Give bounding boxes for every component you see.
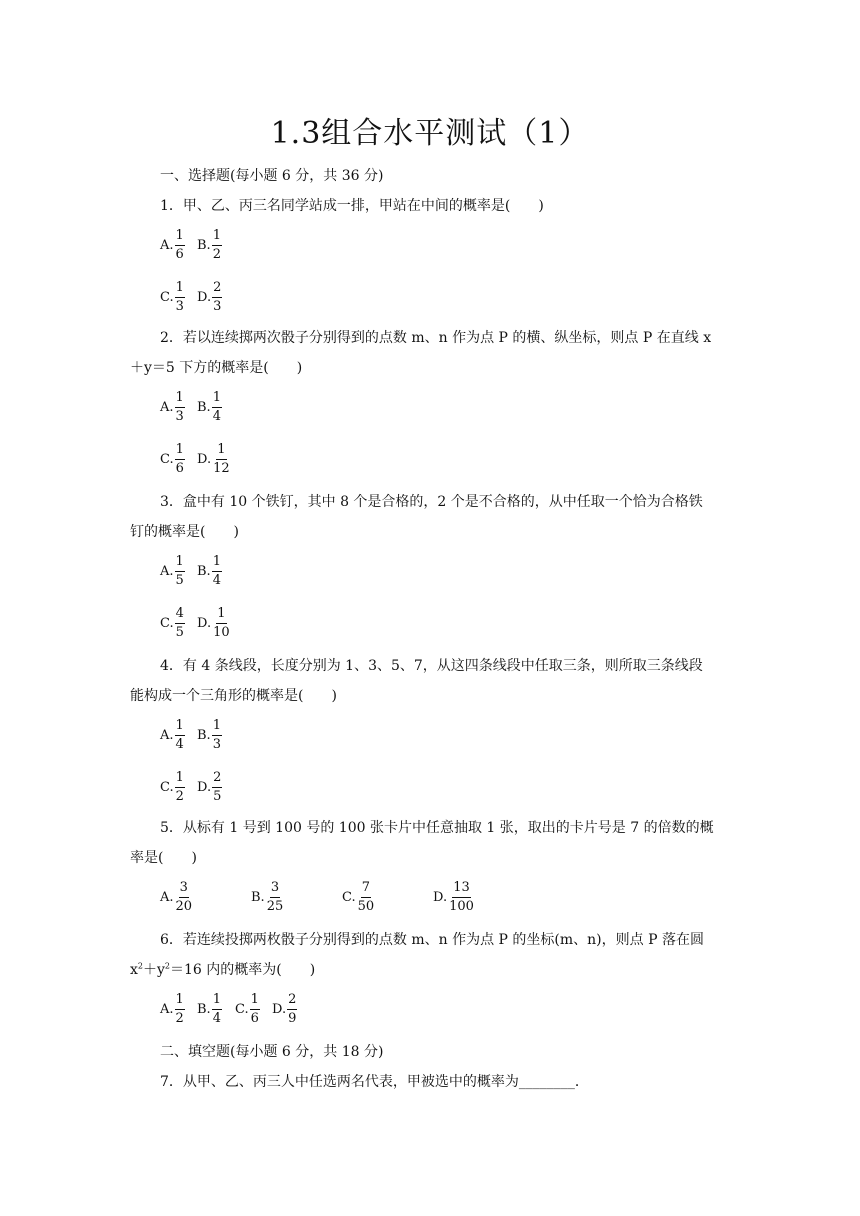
page-title: 1.3组合水平测试（1） bbox=[270, 116, 590, 151]
option-b: B. $\frac{1}{3}$ bbox=[197, 718, 221, 752]
option-d: D. $\frac{2}{9}$ bbox=[272, 992, 297, 1026]
option-c: C. $\frac{1}{6}$ bbox=[160, 442, 184, 476]
fraction: $\frac{1}{4}$ bbox=[175, 718, 184, 752]
fraction: $\frac{1}{3}$ bbox=[175, 280, 184, 314]
question-1-text: 1．甲、乙、丙三名同学站成一排，甲站在中间的概率是( ) bbox=[160, 198, 544, 214]
question-4-text-line1: 4．有 4 条线段，长度分别为 1、3、5、7，从这四条线段中任取三条，则所取三条线段 bbox=[160, 658, 703, 674]
option-a: A. $\frac{3}{20}$ bbox=[160, 880, 193, 914]
fraction: $\frac{4}{5}$ bbox=[175, 606, 184, 640]
fraction: $\frac{1}{4}$ bbox=[212, 992, 221, 1026]
question-7-text: 7．从甲、乙、丙三人中任选两名代表，甲被选中的概率为________． bbox=[160, 1074, 589, 1090]
option-c: C. $\frac{4}{5}$ bbox=[160, 606, 184, 640]
fraction: $\frac{1}{6}$ bbox=[175, 228, 184, 262]
option-b: B. $\frac{1}{4}$ bbox=[197, 554, 221, 588]
option-a: A. $\frac{1}{5}$ bbox=[160, 554, 184, 588]
question-3-text-line2: 钉的概率是( ) bbox=[130, 524, 239, 540]
option-b: B. $\frac{1}{2}$ bbox=[197, 228, 221, 262]
option-d: D. $\frac{1}{12}$ bbox=[197, 442, 230, 476]
fraction: $\frac{1}{3}$ bbox=[175, 390, 184, 424]
fraction: $\frac{1}{3}$ bbox=[212, 718, 221, 752]
fraction: $\frac{3}{20}$ bbox=[175, 880, 193, 914]
fraction: $\frac{1}{6}$ bbox=[175, 442, 184, 476]
question-2-text-line1: 2．若以连续掷两次骰子分别得到的点数 m、n 作为点 P 的横、纵坐标，则点 P 在直线 x bbox=[160, 330, 712, 346]
question-4-text-line2: 能构成一个三角形的概率是( ) bbox=[130, 688, 337, 704]
option-d: D. $\frac{1}{10}$ bbox=[197, 606, 230, 640]
fraction: $\frac{13}{100}$ bbox=[449, 880, 474, 914]
option-a: A. $\frac{1}{6}$ bbox=[160, 228, 184, 262]
fraction: $\frac{1}{12}$ bbox=[213, 442, 230, 476]
fraction: $\frac{1}{2}$ bbox=[175, 992, 184, 1026]
fraction: $\frac{1}{4}$ bbox=[212, 554, 221, 588]
fraction: $\frac{1}{2}$ bbox=[175, 770, 184, 804]
question-3-text-line1: 3．盒中有 10 个铁钉，其中 8 个是合格的，2 个是不合格的，从中任取一个恰为合格铁 bbox=[160, 494, 703, 510]
fraction: $\frac{7}{50}$ bbox=[357, 880, 375, 914]
section-heading-choice: 一、选择题(每小题 6 分，共 36 分) bbox=[160, 168, 384, 184]
option-c: C. $\frac{1}{6}$ bbox=[235, 992, 259, 1026]
option-a: A. $\frac{1}{4}$ bbox=[160, 718, 184, 752]
fraction: $\frac{1}{4}$ bbox=[212, 390, 221, 424]
fraction: $\frac{2}{9}$ bbox=[288, 992, 297, 1026]
section-heading-fill: 二、填空题(每小题 6 分，共 18 分) bbox=[160, 1044, 384, 1060]
fraction: $\frac{2}{3}$ bbox=[213, 280, 222, 314]
fraction: $\frac{1}{2}$ bbox=[212, 228, 221, 262]
option-a: A. $\frac{1}{2}$ bbox=[160, 992, 184, 1026]
option-d: D. $\frac{2}{5}$ bbox=[197, 770, 222, 804]
option-c: C. $\frac{7}{50}$ bbox=[342, 880, 375, 914]
option-d: D. $\frac{2}{3}$ bbox=[197, 280, 222, 314]
question-2-text-line2: ＋y＝5 下方的概率是( ) bbox=[130, 360, 303, 376]
question-5-text-line2: 率是( ) bbox=[130, 850, 197, 866]
option-d: D. $\frac{13}{100}$ bbox=[433, 880, 474, 914]
question-6-text-line1: 6．若连续投掷两枚骰子分别得到的点数 m、n 作为点 P 的坐标(m、n)，则点 P 落在圆 bbox=[160, 932, 704, 948]
fraction: $\frac{2}{5}$ bbox=[213, 770, 222, 804]
fraction: $\frac{1}{6}$ bbox=[250, 992, 259, 1026]
question-6-text-line2: $x^2+y^2=16$ 内的概率为( ) bbox=[130, 961, 316, 978]
option-c: C. $\frac{1}{3}$ bbox=[160, 280, 184, 314]
option-b: B. $\frac{1}{4}$ bbox=[197, 390, 221, 424]
option-b: B. $\frac{3}{25}$ bbox=[251, 880, 284, 914]
fraction: $\frac{3}{25}$ bbox=[266, 880, 284, 914]
option-b: B. $\frac{1}{4}$ bbox=[197, 992, 221, 1026]
option-a: A. $\frac{1}{3}$ bbox=[160, 390, 184, 424]
option-c: C. $\frac{1}{2}$ bbox=[160, 770, 184, 804]
fraction: $\frac{1}{10}$ bbox=[213, 606, 230, 640]
question-5-text-line1: 5．从标有 1 号到 100 号的 100 张卡片中任意抽取 1 张，取出的卡片号是 7 的倍数的概 bbox=[160, 820, 714, 836]
fraction: $\frac{1}{5}$ bbox=[175, 554, 184, 588]
